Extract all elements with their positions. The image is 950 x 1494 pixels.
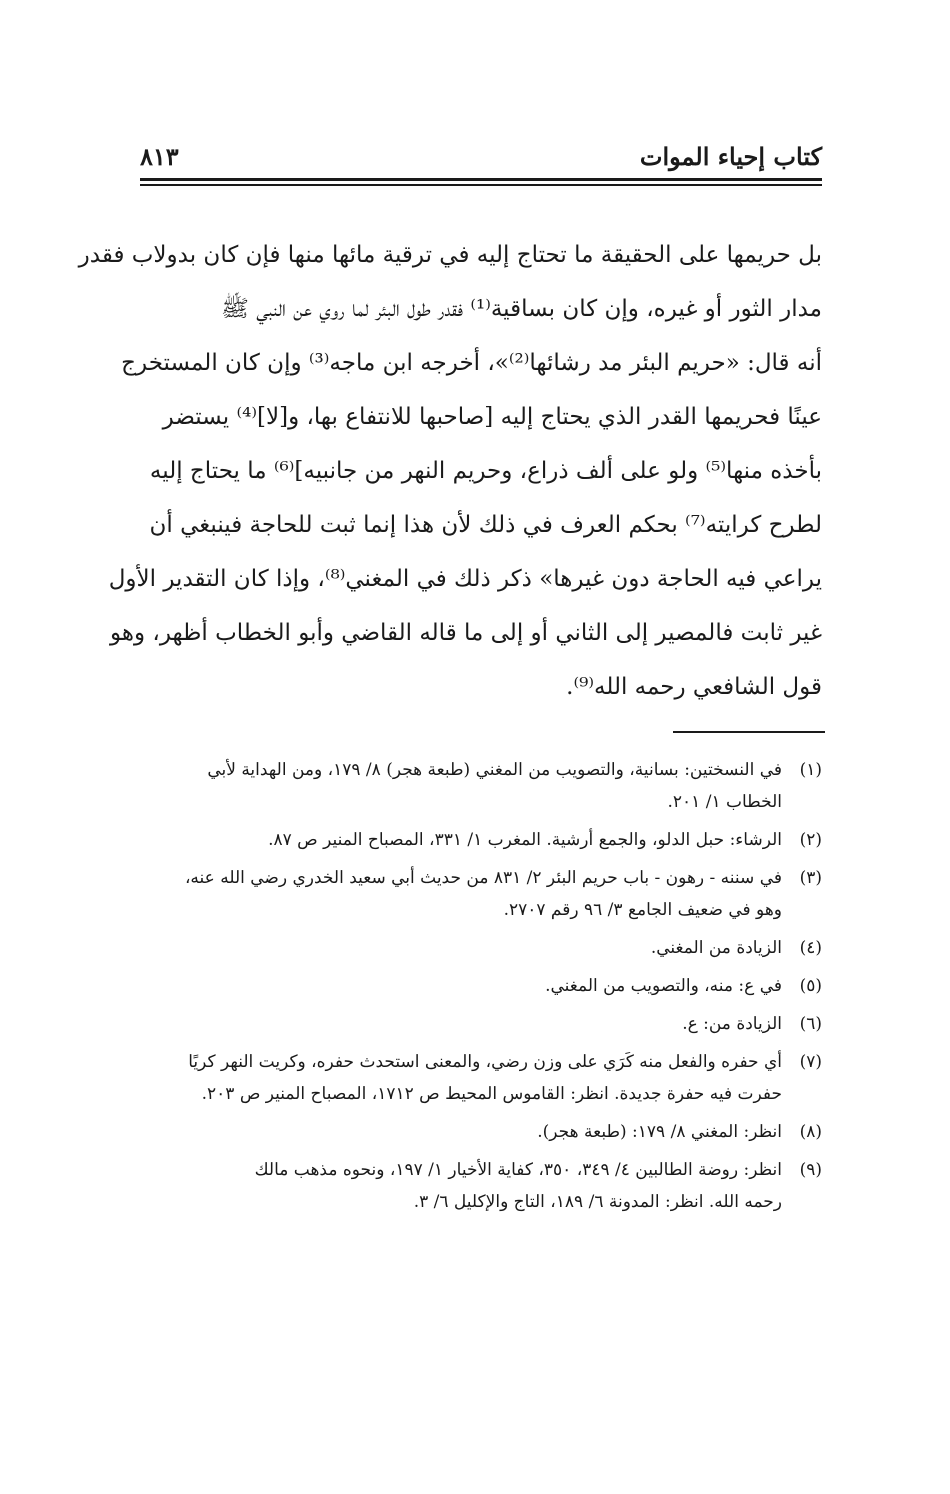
footnote-text: الزيادة من: ع. — [682, 1014, 782, 1034]
footnote-2 — [140, 824, 822, 856]
footnote-1 — [140, 754, 822, 818]
page-number: ٨١٣ — [140, 142, 179, 171]
footnote-6 — [140, 1008, 822, 1040]
footnote-text: في النسختين: بسانية، والتصويب من المغني (طبعة هجر) ٨/ ١٧٩، ومن الهداية لأبي — [207, 760, 782, 780]
footnote-number: (٨) — [799, 1122, 822, 1142]
text-line: عينًا فحريمها القدر الذي يحتاج إليه [صاحبها للانتفاع بها، و[لا]⁽⁴⁾ يستضر — [162, 404, 822, 430]
footnote-7 — [140, 1046, 822, 1110]
main-text — [78, 228, 822, 714]
text-line: غير ثابت فالمصير إلى الثاني أو إلى ما قاله القاضي وأبو الخطاب أظهر، وهو — [109, 620, 822, 646]
footnote-text: الزيادة من المغني. — [650, 938, 782, 958]
footnote-text: في سننه - رهون - باب حريم البئر ٢/ ٨٣١ من حديث أبي سعيد الخدري رضي الله عنه، — [184, 868, 782, 888]
footnote-text: انظر: روضة الطالبين ٤/ ٣٤٩، ٣٥٠، كفاية الأخيار ١/ ١٩٧، ونحوه مذهب مالك — [254, 1160, 782, 1180]
footnote-text: الرشاء: حبل الدلو، والجمع أرشية. المغرب ١/ ٣٣١، المصباح المنير ص ٨٧. — [268, 830, 782, 850]
footnote-4 — [140, 932, 822, 964]
footnote-text: انظر: المغني ٨/ ١٧٩: (طبعة هجر). — [537, 1122, 782, 1142]
footnote-number: (٦) — [799, 1014, 822, 1034]
footnote-text: الخطاب ١/ ٢٠١. — [667, 792, 782, 812]
text-line: لطرح كرايته⁽⁷⁾ بحكم العرف في ذلك لأن هذا إنما ثبت للحاجة فينبغي أن — [149, 512, 822, 538]
page-header — [140, 142, 822, 172]
footnote-number: (٥) — [799, 976, 822, 996]
text-line: بل حريمها على الحقيقة ما تحتاج إليه في ترقية مائها منها فإن كان بدولاب فقدر — [78, 242, 822, 268]
text-line: مدار الثور أو غيره، وإن كان بساقية⁽¹⁾ فقدر طول البئر لما روي عن النبي ﷺ — [221, 296, 822, 322]
footnote-text: أي حفره والفعل منه كَرَي على وزن رضي، والمعنى استحدث حفره، وكريت النهر كريًا — [188, 1052, 782, 1072]
footnote-5 — [140, 970, 822, 1002]
footnote-number: (٧) — [799, 1052, 822, 1072]
footnote-text: رحمه الله. انظر: المدونة ٦/ ١٨٩، التاج والإكليل ٦/ ٣. — [413, 1192, 782, 1212]
footnote-separator — [673, 731, 825, 733]
text-line: يراعي فيه الحاجة دون غيرها» ذكر ذلك في المغني⁽⁸⁾، وإذا كان التقدير الأول — [108, 566, 822, 592]
text-line: أنه قال: «حريم البئر مد رشائها⁽²⁾»، أخرجه ابن ماجه⁽³⁾ وإن كان المستخرج — [121, 350, 822, 376]
footnote-number: (٤) — [799, 938, 822, 958]
footnote-3 — [140, 862, 822, 926]
header-rule-thin — [140, 184, 822, 186]
footnote-number: (٢) — [799, 830, 822, 850]
footnote-text: في ع: منه، والتصويب من المغني. — [545, 976, 782, 996]
footnotes — [140, 754, 822, 1224]
footnote-number: (١) — [799, 760, 822, 780]
text-line: قول الشافعي رحمه الله⁽⁹⁾. — [566, 674, 822, 700]
footnote-9 — [140, 1154, 822, 1218]
footnote-text: وهو في ضعيف الجامع ٣/ ٩٦ رقم ٢٧٠٧. — [503, 900, 782, 920]
footnote-number: (٩) — [799, 1160, 822, 1180]
text-line: بأخذه منها⁽⁵⁾ ولو على ألف ذراع، وحريم النهر من جانبيه]⁽⁶⁾ ما يحتاج إليه — [149, 458, 822, 484]
footnote-8 — [140, 1116, 822, 1148]
footnote-number: (٣) — [799, 868, 822, 888]
footnote-text: حفرت فيه حفرة جديدة. انظر: القاموس المحيط ص ١٧١٢، المصباح المنير ص ٢٠٣. — [201, 1084, 782, 1104]
book-title: كتاب إحياء الموات — [639, 142, 822, 171]
header-rule-thick — [140, 178, 822, 181]
